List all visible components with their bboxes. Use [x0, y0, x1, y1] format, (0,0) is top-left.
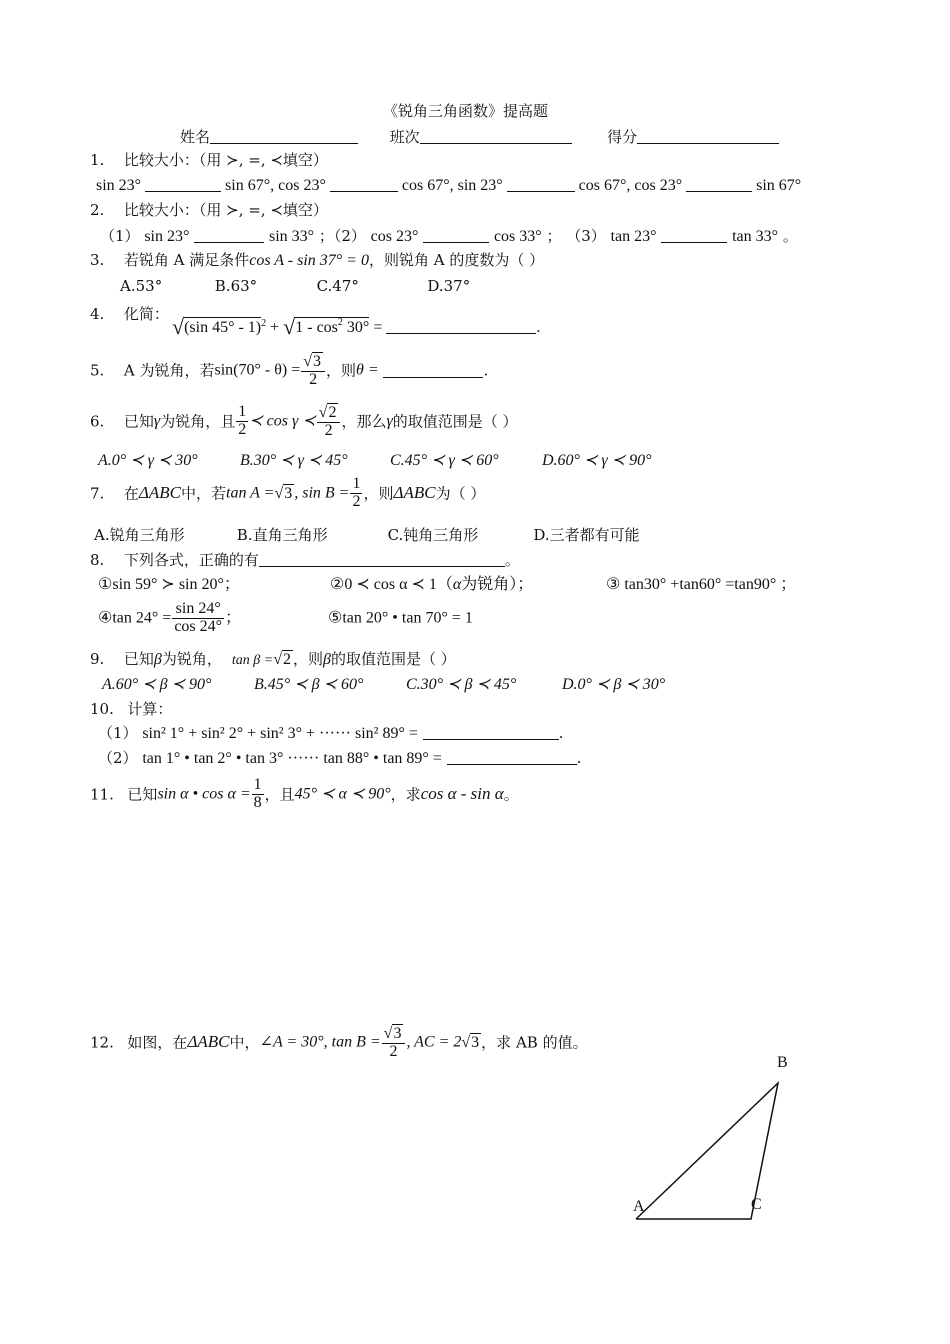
q9-option-b: B.45° ≺ β ≺ 60°	[254, 676, 364, 693]
q5-sqrt: 3	[313, 353, 322, 370]
q9-beta: β	[153, 651, 162, 668]
q8-row-2	[98, 601, 473, 636]
q7-expression-b: , sin B =	[294, 484, 350, 502]
q8-option-1: ①sin 59° ≻ sin 20°；	[98, 576, 240, 593]
q1-item-4: cos 67°, cos 23°	[578, 177, 683, 194]
q6-option-a: A.0° ≺ γ ≺ 30°	[98, 452, 198, 469]
q11-text-a: 已知	[127, 785, 158, 804]
q10-number: 10.	[90, 700, 114, 718]
q8-option-4a: ④tan 24° =	[98, 609, 172, 627]
q2-part2-a: cos 23°	[370, 228, 419, 245]
q8-option-4-den: cos 24°	[174, 617, 223, 635]
q1-item-5: sin 67°	[756, 177, 802, 194]
q6-option-b: B.30° ≺ γ ≺ 45°	[240, 452, 348, 469]
q12-expression-a: ∠A = 30°, tan B =	[259, 1033, 381, 1051]
q1-number: 1.	[90, 151, 105, 169]
q12-text-c: ，求 AB 的值。	[481, 1033, 588, 1052]
q10-part1-blank[interactable]	[423, 725, 559, 740]
q7-fraction	[350, 476, 362, 511]
q1-blank-4[interactable]	[686, 177, 752, 192]
q8-option-4-end: ；	[225, 609, 242, 627]
q3-options	[120, 277, 470, 295]
q4-end: .	[536, 319, 541, 336]
q12-triangle: ΔABC	[187, 1032, 230, 1052]
q5-end: .	[483, 361, 489, 380]
q11-text-b: ，且	[264, 785, 295, 804]
q5-answer-blank[interactable]	[383, 363, 483, 378]
q7-f-den: 2	[352, 492, 361, 510]
q8-number: 8.	[90, 551, 105, 569]
q10-part2-expression: tan 1° • tan 2° • tan 3° ······ tan 88° • tan 89° =	[142, 750, 442, 767]
q9-option-a: A.60° ≺ β ≺ 90°	[102, 676, 212, 693]
q3-option-a: A.53°	[120, 277, 163, 295]
q7-sqrt: 3	[284, 484, 293, 502]
q1-blank-2[interactable]	[330, 177, 398, 192]
q9-sqrt: 2	[282, 651, 291, 668]
q10-part1-label: （1）	[98, 724, 138, 742]
q8-option-2b: 为锐角）；	[461, 576, 534, 593]
q3-option-c: C.47°	[316, 277, 359, 295]
q6-text-d: 的取值范围是（ ）	[392, 412, 518, 431]
q3-expression: cos A - sin 37° = 0	[249, 252, 369, 269]
q7-options	[94, 526, 640, 544]
q4-radicand-2: 1 - cos	[295, 319, 338, 336]
q2-sep-1: ；（2）	[318, 227, 366, 245]
q1-item-2: sin 67°, cos 23°	[225, 177, 326, 194]
q3-text-a: 若锐角 A 满足条件	[123, 251, 250, 269]
q3-number: 3.	[90, 251, 105, 269]
q9-text-b: 为锐角，	[161, 650, 222, 668]
q2-blank-1[interactable]	[194, 228, 264, 243]
q12-fraction: $\frac{√3}{2}$	[382, 1024, 406, 1061]
question-9: 9. 已知β为锐角， tan β =√2 ，则β的取值范围是（ ）	[90, 650, 456, 668]
q8-option-5: ⑤tan 20° • tan 70° = 1	[328, 609, 473, 627]
vertex-label-a: A	[633, 1198, 645, 1215]
q7-triangle-2: ΔABC	[393, 483, 436, 503]
q2-part3-b: tan 33°	[732, 228, 779, 245]
vertex-label-c: C	[751, 1196, 762, 1213]
q6-f1-num: 1	[238, 403, 247, 420]
q5-fraction: $\frac{√3}{2}$	[301, 352, 325, 389]
q11-f-den: 8	[253, 793, 262, 811]
q4-exponent-2: 2	[337, 317, 343, 328]
question-2	[90, 201, 328, 219]
q12-den: 2	[389, 1042, 398, 1060]
q6-sqrt: 2	[328, 404, 337, 421]
q5-number: 5.	[90, 361, 105, 380]
q2-number: 2.	[90, 201, 105, 219]
q2-end: 。	[782, 227, 798, 245]
q6-option-c: C.45° ≺ γ ≺ 60°	[390, 452, 499, 469]
q3-option-d: D.37°	[427, 277, 471, 295]
triangle-figure	[600, 1040, 830, 1240]
q8-option-2-alpha: α	[452, 576, 462, 593]
score-field[interactable]	[637, 129, 779, 144]
q8-end: 。	[504, 551, 520, 569]
q7-option-d: D.三者都有可能	[533, 526, 640, 544]
question-7: 7. 在ΔABC中，若tan A =√3 , sin B = $\frac{1}{2}$ ，则ΔABC为（ ）	[90, 475, 486, 510]
q10-part1-end: .	[558, 724, 564, 742]
q10-part2-label: （2）	[98, 749, 138, 767]
q8-option-4-fraction	[172, 601, 224, 636]
q4-text: 化简：	[123, 305, 169, 323]
question-10	[90, 700, 172, 718]
header-row	[180, 128, 779, 146]
q4-exponent: 2	[261, 318, 267, 329]
q9-option-d: D.0° ≺ β ≺ 30°	[562, 676, 666, 693]
score-label: 得分	[607, 128, 638, 146]
q2-part2-b: cos 33°	[493, 228, 542, 245]
question-8	[90, 551, 520, 569]
q8-option-3: ③ tan30° +tan60° =tan90° ；	[606, 576, 797, 593]
question-5	[90, 352, 488, 389]
q7-triangle: ΔABC	[138, 483, 181, 503]
q6-options	[98, 451, 651, 470]
q6-gamma: γ	[153, 412, 161, 430]
q4-number: 4.	[90, 305, 105, 323]
q3-option-b: B.63°	[214, 277, 258, 295]
q1-blank-1[interactable]	[145, 177, 221, 192]
q10-part-2	[98, 749, 581, 768]
q8-text: 下列各式，正确的有	[123, 551, 259, 569]
q6-text-a: 已知	[123, 412, 154, 431]
q8-option-4-num: sin 24°	[172, 601, 224, 619]
q6-fraction-1	[236, 404, 248, 439]
q11-text-c: ，求	[390, 785, 421, 804]
q2-blank-2[interactable]	[423, 228, 489, 243]
q11-f-num: 1	[253, 776, 262, 793]
q3-text-b: ，则锐角 A 的度数为（ ）	[368, 251, 545, 269]
q7-text-d: 为（ ）	[435, 484, 486, 503]
q10-part-1	[98, 724, 563, 743]
q6-f1-den: 2	[238, 420, 247, 438]
q7-option-a: A.锐角三角形	[94, 526, 185, 544]
page-title: 《锐角三角函数》提高题	[383, 102, 549, 120]
q9-text-d: 的取值范围是（ ）	[330, 650, 456, 668]
q1-blank-3[interactable]	[507, 177, 575, 192]
question-12: 12. 如图，在ΔABC中，∠A = 30°, tan B = $\frac{√3}{2}$ , AC = 2√3 ，求 AB 的值。	[90, 1025, 588, 1060]
q1-item-3: cos 67°, sin 23°	[401, 177, 503, 194]
q11-range: 45° ≺ α ≺ 90°	[294, 785, 391, 803]
q10-part1-expression: sin² 1° + sin² 2° + sin² 3° + ······ sin² 89° =	[142, 725, 418, 742]
q1-text: 比较大小：（用 ≻, =, ≺填空）	[123, 151, 328, 169]
q2-items	[100, 227, 798, 246]
q12-text-b: 中，	[229, 1033, 260, 1052]
q2-part1-a: sin 23°	[144, 228, 190, 245]
q9-options	[102, 675, 665, 694]
q7-f-num: 1	[352, 475, 361, 492]
q4-radicand-2b: 30°	[346, 319, 370, 336]
q1-items	[96, 176, 801, 195]
q12-text-a: 如图，在	[127, 1033, 188, 1052]
q10-part2-blank[interactable]	[447, 750, 577, 765]
q2-part1-label: （1）	[100, 227, 140, 245]
q7-option-c: C.钝角三角形	[387, 526, 479, 544]
q9-beta-2: β	[322, 651, 331, 668]
q7-number: 7.	[90, 484, 105, 503]
q6-number: 6.	[90, 412, 105, 431]
q9-text-a: 已知	[123, 650, 154, 668]
name-label: 姓名	[180, 128, 211, 146]
q2-part1-b: sin 33°	[268, 228, 315, 245]
q2-part3-a: tan 23°	[610, 228, 657, 245]
q12-number: 12.	[90, 1033, 114, 1052]
q8-option-2a: ②0 ≺ cos α ≺ 1（	[330, 576, 453, 593]
q11-expression: sin α • cos α =	[157, 785, 251, 803]
q6-gamma-2: γ	[386, 412, 393, 430]
q8-answer-blank[interactable]	[259, 552, 505, 567]
q1-item-1: sin 23°	[96, 177, 142, 194]
q8-row-1	[98, 575, 796, 594]
question-4-label	[90, 305, 169, 323]
q10-part2-end: .	[576, 749, 582, 767]
q10-text: 计算：	[127, 700, 173, 718]
name-field[interactable]	[210, 129, 358, 144]
q5-theta: θ =	[356, 361, 379, 379]
q9-expression: tan β =	[231, 653, 274, 668]
q4-radicand-1: (sin 45° - 1)	[184, 319, 262, 336]
q4-answer-blank[interactable]	[386, 319, 536, 334]
q7-expression-a: tan A =	[226, 484, 275, 502]
q2-blank-3[interactable]	[661, 228, 727, 243]
q12-sqrt-2: 3	[471, 1033, 480, 1051]
q7-text-a: 在	[123, 484, 139, 503]
q11-number: 11.	[90, 785, 114, 804]
class-label: 班次	[389, 128, 420, 146]
question-3	[90, 251, 544, 270]
q5-den: 2	[309, 370, 318, 388]
q7-option-b: B.直角三角形	[236, 526, 328, 544]
q2-text: 比较大小：（用 ≻, =, ≺填空）	[123, 201, 328, 219]
q11-target: cos α - sin α	[420, 784, 504, 804]
class-field[interactable]	[420, 129, 572, 144]
q5-text-b: ，则	[326, 361, 357, 380]
q11-fraction	[252, 777, 264, 812]
q12-sqrt: 3	[393, 1025, 402, 1042]
vertex-label-b: B	[777, 1054, 788, 1071]
question-6	[90, 403, 518, 440]
q11-end: 。	[503, 785, 519, 804]
question-11	[90, 777, 519, 812]
q7-text-c: ，则	[363, 484, 394, 503]
q5-expression: sin(70° - θ) =	[214, 361, 301, 379]
q5-text-a: A 为锐角，若	[123, 361, 215, 380]
q2-sep-2: ； （3）	[546, 227, 606, 245]
q6-fraction-2: $\frac{√2}{2}$	[317, 403, 341, 440]
q4-equals: =	[373, 319, 383, 336]
q6-text-b: 为锐角，且	[160, 412, 236, 431]
q4-plus: +	[270, 319, 280, 336]
q6-text-c: ，那么	[341, 412, 387, 431]
question-1	[90, 151, 328, 169]
q6-option-d: D.60° ≺ γ ≺ 90°	[542, 452, 652, 469]
q9-option-c: C.30° ≺ β ≺ 45°	[406, 676, 517, 693]
q9-text-c: ，则	[292, 650, 323, 668]
q6-mid: ≺ cos γ ≺	[249, 412, 316, 430]
q4-expression: √(sin $45^\circ - 1)^2 + √1 - \cos^2 30^\circ$ = .	[172, 314, 541, 339]
q7-text-b: 中，若	[180, 484, 226, 503]
q12-expression-b: , AC = 2	[406, 1033, 462, 1051]
q9-number: 9.	[90, 650, 105, 668]
q6-f2-den: 2	[324, 421, 333, 439]
